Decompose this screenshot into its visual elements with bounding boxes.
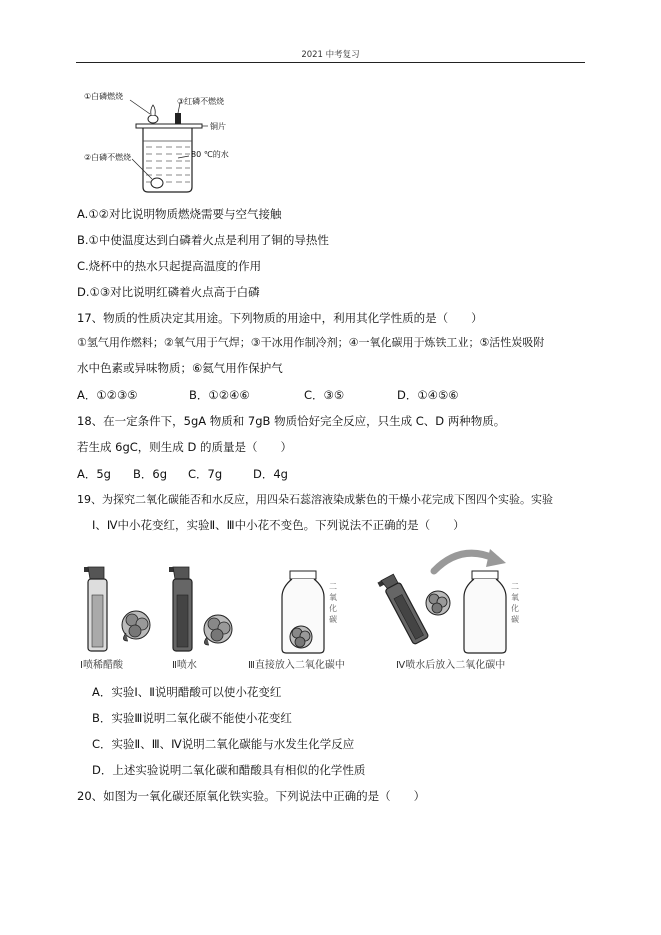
- q19-option-c: C．实验Ⅱ、Ⅲ、Ⅳ说明二氧化碳能与水发生化学反应: [92, 737, 355, 751]
- figure-label-2: ②白磷不燃烧: [84, 153, 132, 162]
- figure-label-3: ③红磷不燃烧: [177, 97, 225, 106]
- q18-option-d: D．4g: [253, 467, 288, 481]
- q17-uses-line-2: 水中色素或异味物质；⑥氦气用作保护气: [77, 361, 283, 375]
- curved-arrow-icon: [434, 549, 506, 571]
- q18-option-a: A．5g: [77, 467, 111, 481]
- q19-option-b: B．实验Ⅲ说明二氧化碳不能使小花变红: [92, 711, 292, 725]
- q16-option-d: D.①③对比说明红磷着火点高于白磷: [77, 285, 260, 299]
- flower-1-icon: [122, 611, 150, 641]
- caption-experiment-3: Ⅲ直接放入二氧化碳中: [248, 660, 345, 671]
- flower-2-icon: [204, 615, 232, 645]
- page-header-title: 2021 中考复习: [301, 50, 360, 60]
- jar-2-label: 二氧化碳: [511, 582, 519, 624]
- jar-1-label: 二氧化碳: [329, 582, 337, 624]
- q17-option-a: A．①②③⑤: [77, 388, 138, 402]
- q19-option-d: D．上述实验说明二氧化碳和醋酸具有相似的化学性质: [92, 763, 366, 777]
- q18-stem-2: 若生成 6gC，则生成 D 的质量是（ ）: [77, 440, 292, 454]
- figure-label-1: ①白磷燃烧: [84, 92, 124, 101]
- q19-stem-line-1: 19、为探究二氧化碳能否和水反应，用四朵石蕊溶液染成紫色的干燥小花完成下图四个实验。实验: [77, 493, 553, 506]
- q17-option-c: C．③⑤: [304, 388, 345, 402]
- q16-option-a: A.①②对比说明物质燃烧需要与空气接触: [77, 207, 282, 221]
- q18-option-c: C．7g: [188, 467, 223, 481]
- co2-jar-2-icon: [464, 571, 506, 653]
- q17-uses-line-1: ①氢气用作燃料；②氧气用于气焊；③干冰用作制冷剂；④一氧化碳用于炼铁工业；⑤活性炭吸附: [77, 336, 545, 349]
- caption-experiment-2: Ⅱ喷水: [172, 660, 197, 671]
- caption-experiment-4: Ⅳ喷水后放入二氧化碳中: [396, 660, 506, 671]
- q20-stem: 20、如图为一氧化碳还原氧化铁实验。下列说法中正确的是（ ）: [77, 789, 426, 803]
- q16-option-b: B.①中使温度达到白磷着火点是利用了铜的导热性: [77, 233, 329, 247]
- spray-bottle-2-icon: [169, 567, 192, 651]
- q17-stem: 17、物质的性质决定其用途。下列物质的用途中，利用其化学性质的是（ ）: [77, 311, 483, 325]
- figure-label-water: 80 ℃的水: [191, 150, 229, 159]
- q19-stem-line-2: Ⅰ、Ⅳ中小花变红，实验Ⅱ、Ⅲ中小花不变色。下列说法不正确的是（ ）: [92, 518, 465, 532]
- q16-option-c: C.烧杯中的热水只起提高温度的作用: [77, 259, 262, 273]
- co2-flower-experiment-figure: [76, 545, 536, 675]
- q18-stem: 18、在一定条件下，5gA 物质和 7gB 物质恰好完全反应，只生成 C、D 两种物质。: [77, 414, 506, 428]
- caption-experiment-1: Ⅰ喷稀醋酸: [80, 660, 123, 671]
- spray-bottle-4-icon: [377, 573, 428, 646]
- spray-bottle-1-icon: [84, 567, 107, 651]
- q17-option-d: D．①④⑤⑥: [397, 388, 459, 402]
- combustion-apparatus-figure: [80, 86, 280, 196]
- header-divider: [76, 62, 585, 63]
- figure-label-copper: 铜片: [210, 122, 226, 131]
- q18-option-b: B．6g: [133, 467, 168, 481]
- flower-4-icon: [426, 591, 450, 615]
- co2-jar-1-icon: [282, 571, 324, 653]
- q19-option-a: A．实验Ⅰ、Ⅱ说明醋酸可以使小花变红: [92, 685, 282, 699]
- q17-option-b: B．①②④⑥: [189, 388, 250, 402]
